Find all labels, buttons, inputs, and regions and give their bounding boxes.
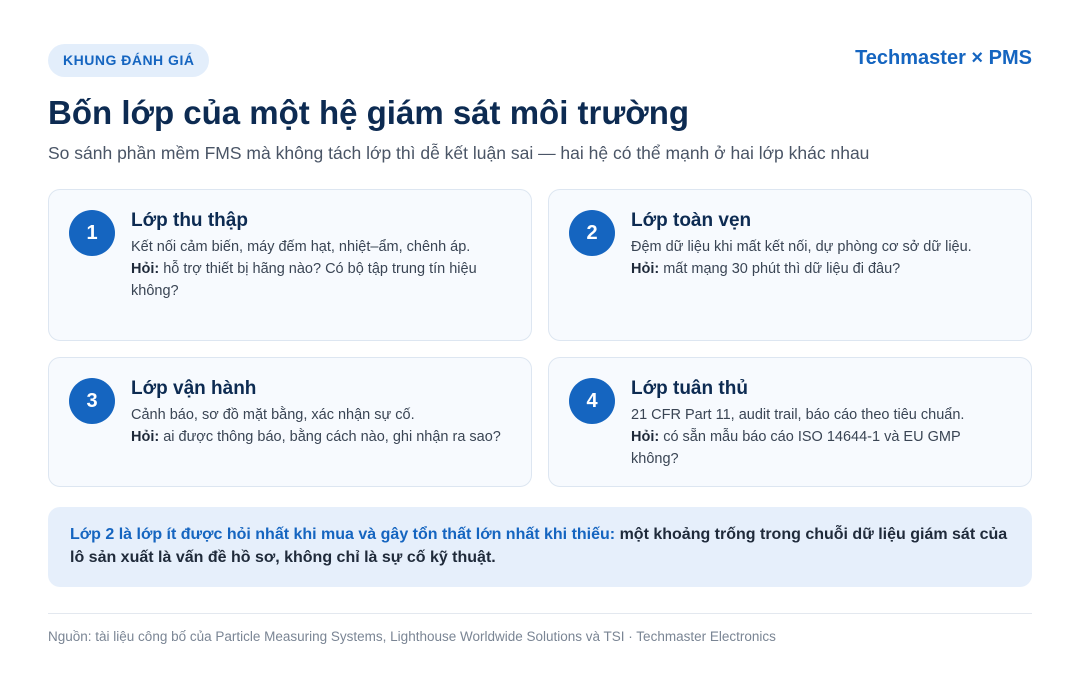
layer-description: Kết nối cảm biến, máy đếm hạt, nhiệt–ẩm, chênh áp. (131, 239, 471, 255)
layer-question (131, 426, 509, 448)
question-label: Hỏi: (131, 429, 160, 445)
layer-title: Lớp vận hành (131, 378, 257, 399)
layer-title: Lớp thu thập (131, 210, 248, 231)
layer-card-body (131, 208, 509, 302)
question-text: mất mạng 30 phút thì dữ liệu đi đâu? (663, 261, 901, 277)
question-label: Hỏi: (631, 429, 660, 445)
question-label: Hỏi: (631, 261, 660, 277)
layer-question (131, 258, 509, 302)
layer-title: Lớp tuân thủ (631, 378, 748, 399)
layer-number-badge: 4 (569, 378, 615, 424)
header (48, 44, 1032, 78)
page-subtitle: So sánh phần mềm FMS mà không tách lớp thì dễ kết luận sai — hai hệ có thể mạnh ở hai lớp khác nhau (48, 143, 870, 163)
layer-number-badge: 3 (69, 378, 115, 424)
layer-title: Lớp toàn vẹn (631, 210, 752, 231)
layer-description: Cảnh báo, sơ đồ mặt bằng, xác nhận sự cố. (131, 407, 415, 423)
layer-number-badge: 2 (569, 210, 615, 256)
footer-divider (48, 613, 1032, 614)
callout-highlight: Lớp 2 là lớp ít được hỏi nhất khi mua và gây tổn thất lớn nhất khi thiếu: (70, 526, 616, 543)
layer-card-4 (548, 357, 1032, 487)
layer-card-body (131, 376, 509, 448)
layer-card-body (631, 376, 1009, 470)
layer-question (631, 426, 1009, 470)
category-badge: KHUNG ĐÁNH GIÁ (48, 44, 209, 77)
layer-card-body (631, 208, 1009, 280)
layer-description: Đệm dữ liệu khi mất kết nối, dự phòng cơ sở dữ liệu. (631, 239, 972, 255)
key-insight-callout (48, 507, 1032, 587)
layer-description: 21 CFR Part 11, audit trail, báo cáo theo tiêu chuẩn. (631, 407, 965, 423)
layer-number-badge: 1 (69, 210, 115, 256)
layer-question (631, 258, 1009, 280)
source-footer: Nguồn: tài liệu công bố của Particle Measuring Systems, Lighthouse Worldwide Solutions và TSI · Techmaster Electronics (48, 629, 776, 644)
brand-logo-text: Techmaster × PMS (855, 47, 1032, 69)
question-text: ai được thông báo, bằng cách nào, ghi nhận ra sao? (163, 429, 501, 445)
page-title: Bốn lớp của một hệ giám sát môi trường (48, 94, 690, 131)
layer-card-2 (548, 189, 1032, 341)
callout-text: một khoảng trống trong chuỗi dữ liệu giám sát của lô sản xuất là vấn đề hồ sơ, không chỉ là sự cố kỹ thuật. (70, 526, 1008, 566)
question-text: có sẵn mẫu báo cáo ISO 14644-1 và EU GMP không? (631, 429, 961, 467)
layer-card-1 (48, 189, 532, 341)
layer-card-3 (48, 357, 532, 487)
question-label: Hỏi: (131, 261, 160, 277)
question-text: hỗ trợ thiết bị hãng nào? Có bộ tập trung tín hiệu không? (131, 261, 477, 299)
